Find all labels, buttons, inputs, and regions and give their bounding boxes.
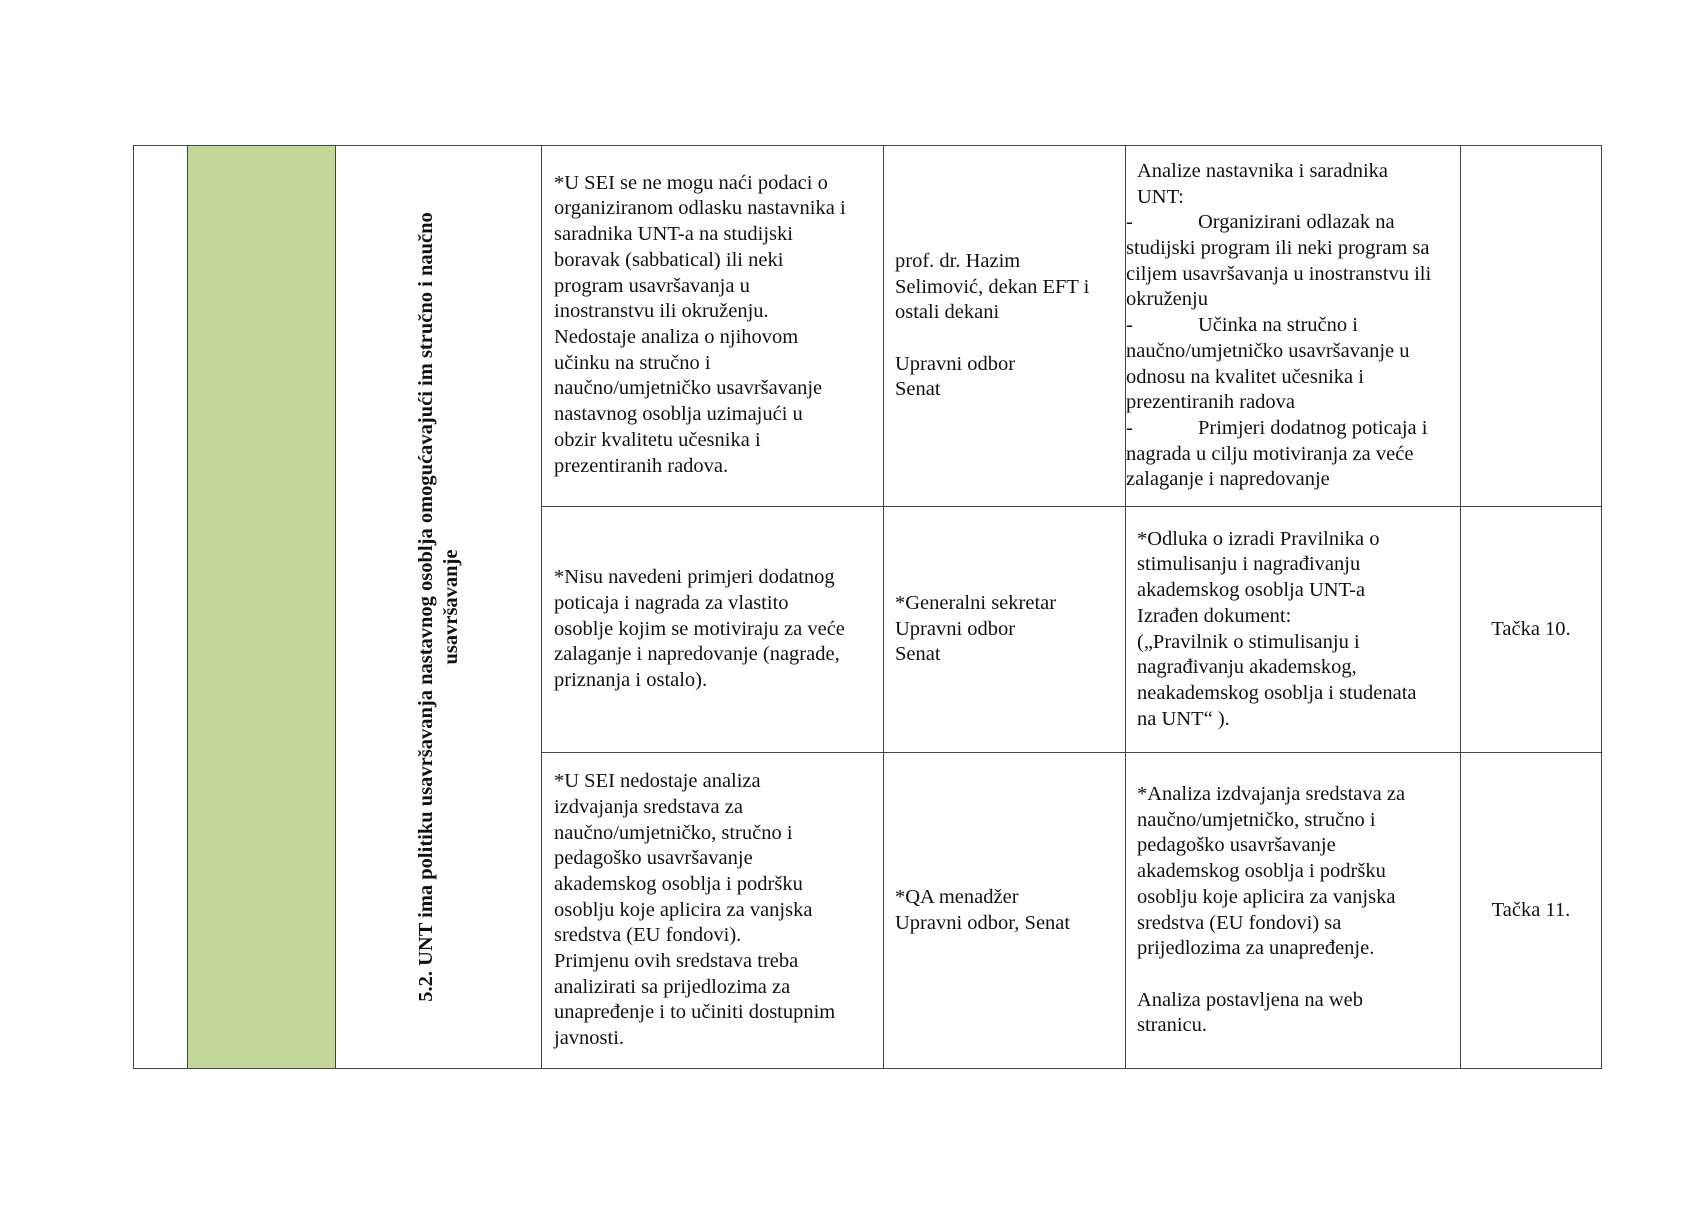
reference-text: Tačka 10. (1491, 617, 1571, 640)
list-dash: - (1126, 314, 1133, 337)
reference-cell (1461, 507, 1602, 753)
finding-cell (542, 753, 884, 1069)
activity-list (1126, 210, 1460, 493)
finding-text: *Nisu navedeni primjeri dodatnog poticaja i nagrada za vlastito osoblje kojim se motiviraju za veće zalaganje i napredovanje (nagrade, priznanja i ostalo). (554, 566, 845, 692)
list-item-text: Primjeri dodatnog poticaja i nagrada u cilju motiviranja za veće zalaganje i napredovanje (1126, 416, 1428, 491)
activity-intro: Analize nastavnika i saradnika UNT: (1137, 159, 1389, 208)
list-item (1126, 416, 1460, 493)
finding-cell (542, 507, 884, 753)
blank-column-cell (134, 146, 188, 1069)
list-item-text: Učinka na stručno i naučno/umjetničko usavršavanje u odnosu na kvalitet učesnika i prezentiranih radova (1126, 314, 1410, 414)
reference-cell (1461, 753, 1602, 1069)
activity-cell (1126, 146, 1461, 507)
reference-text: Tačka 11. (1491, 898, 1571, 921)
activity-text: *Analiza izdvajanja sredstava za naučno/umjetničko, stručno i pedagoško usavršavanje akademskog osoblja i podršku osoblju koje aplicira za vanjska sredstva (EU fondovi) sa prijedlozima za unapređenje. Analiza postavljena na web stranicu. (1137, 782, 1406, 1037)
table-row (134, 146, 1602, 507)
quality-action-table (133, 145, 1602, 1069)
responsible-text: *Generalni sekretar Upravni odbor Senat (895, 591, 1057, 666)
reference-cell (1461, 146, 1602, 507)
section-title: 5.2. UNT ima politiku usavršavanja nastavnog osoblja omogućavajući im stručno i naučno usavršavanje (414, 212, 462, 1002)
activity-text: *Odluka o izradi Pravilnika o stimulisanju i nagrađivanju akademskog osoblja UNT-a Izrađen dokument: („Pravilnik o stimulisanju i nagrađivanju akademskog, neakademskog osoblja i studenata na UNT“ ). (1137, 527, 1417, 730)
green-marker-cell (188, 146, 336, 1069)
responsible-text: *QA menadžer Upravni odbor, Senat (895, 885, 1071, 934)
list-item-text: Organizirani odlazak na studijski program ili neki program sa ciljem usavršavanja u inostranstvu ili okruženju (1126, 211, 1432, 311)
list-dash: - (1126, 416, 1133, 439)
responsible-cell (884, 146, 1126, 507)
section-title-cell (336, 146, 542, 1069)
finding-text: *U SEI nedostaje analiza izdvajanja sredstava za naučno/umjetničko, stručno i pedagoško usavršavanje akademskog osoblja i podršku osoblju koje aplicira za vanjska sredstva (EU fondovi). Primjenu ovih sredstava treba analizirati sa prijedlozima za unapređenje i to učiniti dostupnim javnosti. (554, 770, 836, 1050)
responsible-cell (884, 507, 1126, 753)
list-dash: - (1126, 211, 1133, 234)
activity-cell (1126, 753, 1461, 1069)
list-item (1126, 210, 1460, 313)
responsible-cell (884, 753, 1126, 1069)
finding-cell (542, 146, 884, 507)
responsible-text: prof. dr. Hazim Selimović, dekan EFT i ostali dekani Upravni odbor Senat (895, 249, 1090, 401)
list-item (1126, 313, 1460, 416)
activity-cell (1126, 507, 1461, 753)
finding-text: *U SEI se ne mogu naći podaci o organiziranom odlasku nastavnika i saradnika UNT-a na studijski boravak (sabbatical) ili neki program usavršavanja u inostranstvu ili okruženju. Nedostaje analiza o njihovom učinku na stručno i naučno/umjetničko usavršavanje nastavnog osoblja uzimajući u obzir kvalitetu učesnika i prezentiranih radova. (554, 171, 846, 477)
